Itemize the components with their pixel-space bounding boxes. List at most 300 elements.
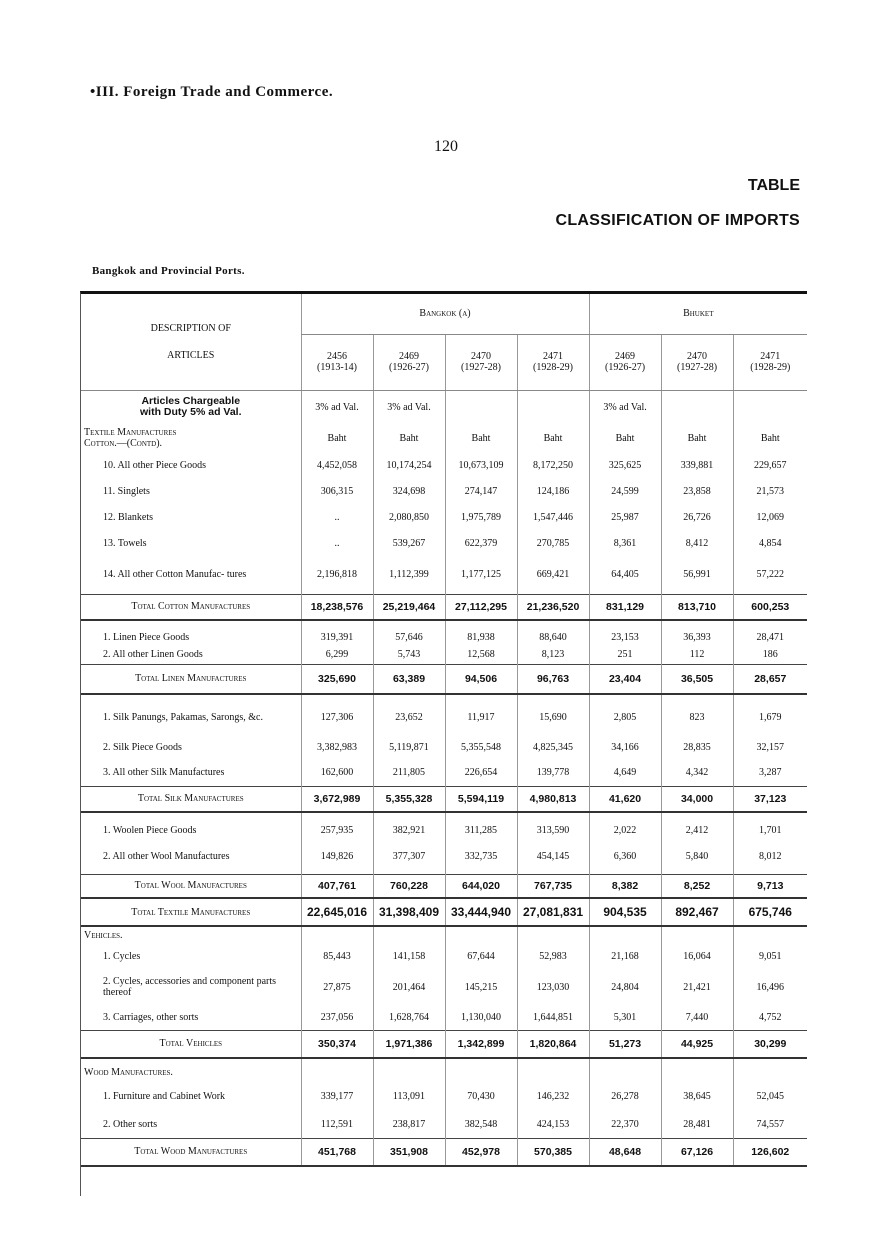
data-cell: 112,591 <box>301 1112 373 1138</box>
duty-rate-cell: 3% ad Val. <box>301 390 373 424</box>
total-label: Total Vehicles <box>81 1030 301 1058</box>
data-cell: 332,735 <box>445 840 517 874</box>
data-cell: 1,644,851 <box>517 1006 589 1030</box>
total-label: Total Wool Manufactures <box>81 874 301 898</box>
chargeable-line2: with Duty 5% ad Val. <box>139 406 242 419</box>
data-cell: 6,299 <box>301 646 373 664</box>
empty-cell <box>589 926 661 944</box>
data-cell: 57,646 <box>373 628 445 646</box>
chargeable-heading <box>81 390 301 424</box>
year-ce-label: (1913-14) <box>317 362 357 373</box>
total-row <box>81 664 807 694</box>
spacer-cell <box>81 812 301 820</box>
data-cell: 21,168 <box>589 944 661 968</box>
data-cell: 8,172,250 <box>517 452 589 478</box>
total-cell: 126,602 <box>733 1138 807 1166</box>
data-cell: 257,935 <box>301 820 373 840</box>
currency-unit: Baht <box>517 424 589 452</box>
total-cell: 407,761 <box>301 874 373 898</box>
total-cell: 813,710 <box>661 594 733 620</box>
data-cell: 4,752 <box>733 1006 807 1030</box>
table-row <box>81 760 807 786</box>
data-cell: 23,858 <box>661 478 733 504</box>
section-heading-row <box>81 1064 807 1080</box>
data-cell: 1,130,040 <box>445 1006 517 1030</box>
row-label: 2. All other Linen Goods <box>103 649 203 661</box>
currency-unit: Baht <box>445 424 517 452</box>
table-row <box>81 820 807 840</box>
cotton-heading-label: Cotton.—(Contd). <box>84 438 163 449</box>
data-cell: 74,557 <box>733 1112 807 1138</box>
year-ce-label: (1926-27) <box>605 362 646 373</box>
data-cell: .. <box>301 504 373 530</box>
total-cell: 67,126 <box>661 1138 733 1166</box>
empty-cell <box>445 926 517 944</box>
table-row <box>81 478 807 504</box>
table-row <box>81 530 807 556</box>
data-cell: 139,778 <box>517 760 589 786</box>
data-cell: 21,421 <box>661 968 733 1006</box>
data-cell: 3,382,983 <box>301 734 373 760</box>
total-cell: 760,228 <box>373 874 445 898</box>
data-cell: 10,174,254 <box>373 452 445 478</box>
duty-rate-cell <box>661 390 733 424</box>
year-header <box>373 334 445 390</box>
empty-cell <box>373 1064 445 1080</box>
total-cell: 1,820,864 <box>517 1030 589 1058</box>
year-header <box>301 334 373 390</box>
data-cell: 424,153 <box>517 1112 589 1138</box>
data-cell: 8,361 <box>589 530 661 556</box>
row-label: 2. Other sorts <box>103 1119 158 1131</box>
data-cell: 1,112,399 <box>373 556 445 594</box>
data-cell: 4,649 <box>589 760 661 786</box>
total-cell: 34,000 <box>661 786 733 812</box>
bhuket-group-header: Bhuket <box>589 294 807 334</box>
data-cell: 16,496 <box>733 968 807 1006</box>
total-row <box>81 1030 807 1058</box>
total-cell: 41,620 <box>589 786 661 812</box>
data-cell: 52,045 <box>733 1080 807 1112</box>
year-header <box>661 334 733 390</box>
table-body <box>81 294 807 1166</box>
data-cell: 251 <box>589 646 661 664</box>
table-row <box>81 968 807 1006</box>
total-row <box>81 594 807 620</box>
page-number: 120 <box>434 138 458 155</box>
empty-cell <box>589 1064 661 1080</box>
year-ce-label: (1928-29) <box>750 362 791 373</box>
data-cell: 127,306 <box>301 700 373 734</box>
data-cell: 5,355,548 <box>445 734 517 760</box>
empty-cell <box>301 812 373 820</box>
data-cell: 229,657 <box>733 452 807 478</box>
total-cell: 36,505 <box>661 664 733 694</box>
row-label: 13. Towels <box>103 537 147 549</box>
data-cell: 238,817 <box>373 1112 445 1138</box>
total-cell: 23,404 <box>589 664 661 694</box>
empty-cell <box>661 926 733 944</box>
currency-unit: Baht <box>661 424 733 452</box>
data-cell: 88,640 <box>517 628 589 646</box>
chargeable-row <box>81 390 807 424</box>
data-cell: 25,987 <box>589 504 661 530</box>
data-cell: 339,881 <box>661 452 733 478</box>
table-row <box>81 1112 807 1138</box>
currency-unit: Baht <box>373 424 445 452</box>
vehicles-heading: Vehicles. <box>84 930 123 941</box>
duty-rate-cell <box>733 390 807 424</box>
data-cell: 669,421 <box>517 556 589 594</box>
data-cell: 377,307 <box>373 840 445 874</box>
wood-heading: Wood Manufactures. <box>84 1066 173 1078</box>
data-cell: 319,391 <box>301 628 373 646</box>
data-cell: 56,991 <box>661 556 733 594</box>
data-cell: 15,690 <box>517 700 589 734</box>
year-header <box>517 334 589 390</box>
total-cell: 1,971,386 <box>373 1030 445 1058</box>
year-label: 2456 <box>327 351 347 362</box>
row-label: 1. Silk Panungs, Pakamas, Sarongs, &c. <box>103 711 263 723</box>
description-header-line2: ARTICLES <box>167 349 215 361</box>
total-cell: 600,253 <box>733 594 807 620</box>
row-label: 2. All other Wool Manufactures <box>103 851 230 863</box>
imports-grid <box>81 294 807 1167</box>
data-cell: 325,625 <box>589 452 661 478</box>
ports-subtitle: Bangkok and Provincial Ports. <box>92 265 245 277</box>
total-label: Total Silk Manufactures <box>81 786 301 812</box>
year-label: 2470 <box>471 351 491 362</box>
unit-row <box>81 424 807 452</box>
data-cell: 57,222 <box>733 556 807 594</box>
empty-cell <box>517 926 589 944</box>
data-cell: 1,547,446 <box>517 504 589 530</box>
data-cell: 1,975,789 <box>445 504 517 530</box>
table-row <box>81 628 807 646</box>
year-ce-label: (1926-27) <box>389 362 429 373</box>
data-cell: 382,921 <box>373 820 445 840</box>
classification-title: CLASSIFICATION OF IMPORTS <box>555 212 800 229</box>
table-row <box>81 452 807 478</box>
bangkok-group-header: Bangkok (a) <box>301 294 589 334</box>
data-cell: 2,196,818 <box>301 556 373 594</box>
total-label: Total Wood Manufactures <box>81 1138 301 1166</box>
total-cell: 3,672,989 <box>301 786 373 812</box>
year-label: 2469 <box>615 351 636 362</box>
total-cell: 831,129 <box>589 594 661 620</box>
empty-cell <box>733 1064 807 1080</box>
data-cell: 124,186 <box>517 478 589 504</box>
empty-cell <box>373 926 445 944</box>
total-cell: 767,735 <box>517 874 589 898</box>
description-header-line1: DESCRIPTION OF <box>150 322 231 334</box>
total-row <box>81 874 807 898</box>
table-label: TABLE <box>747 177 800 194</box>
table-row <box>81 504 807 530</box>
data-cell: 12,568 <box>445 646 517 664</box>
total-cell: 644,020 <box>445 874 517 898</box>
data-cell: 28,481 <box>661 1112 733 1138</box>
empty-cell <box>517 812 589 820</box>
data-cell: 274,147 <box>445 478 517 504</box>
table-row <box>81 700 807 734</box>
row-label: 10. All other Piece Goods <box>103 459 207 471</box>
textile-heading <box>81 424 301 452</box>
data-cell: 382,548 <box>445 1112 517 1138</box>
data-cell: 313,590 <box>517 820 589 840</box>
total-cell: 351,908 <box>373 1138 445 1166</box>
data-cell: 4,854 <box>733 530 807 556</box>
data-cell: 211,805 <box>373 760 445 786</box>
data-cell: 112 <box>661 646 733 664</box>
total-cell: 892,467 <box>661 898 733 926</box>
empty-cell <box>445 812 517 820</box>
data-cell: 823 <box>661 700 733 734</box>
data-cell: 24,599 <box>589 478 661 504</box>
total-cell: 325,690 <box>301 664 373 694</box>
year-ce-label: (1927-28) <box>677 362 718 373</box>
data-cell: 9,051 <box>733 944 807 968</box>
empty-cell <box>589 812 661 820</box>
empty-cell <box>517 620 589 628</box>
data-cell: 339,177 <box>301 1080 373 1112</box>
data-cell: 7,440 <box>661 1006 733 1030</box>
data-cell: 2,022 <box>589 820 661 840</box>
data-cell: 8,412 <box>661 530 733 556</box>
data-cell: 26,726 <box>661 504 733 530</box>
empty-cell <box>373 620 445 628</box>
total-cell: 94,506 <box>445 664 517 694</box>
duty-rate-cell <box>445 390 517 424</box>
data-cell: 64,405 <box>589 556 661 594</box>
row-label: 14. All other Cotton Manufac- tures <box>103 569 247 581</box>
total-cell: 8,382 <box>589 874 661 898</box>
data-cell: 1,628,764 <box>373 1006 445 1030</box>
row-label: 1. Linen Piece Goods <box>103 631 190 643</box>
total-cell: 9,713 <box>733 874 807 898</box>
table-row <box>81 646 807 664</box>
empty-cell <box>445 1064 517 1080</box>
empty-cell <box>733 812 807 820</box>
total-cell: 22,645,016 <box>301 898 373 926</box>
row-label: 2. Silk Piece Goods <box>103 741 182 753</box>
total-label: Total Textile Manufactures <box>81 898 301 926</box>
empty-cell <box>661 812 733 820</box>
total-cell: 21,236,520 <box>517 594 589 620</box>
data-cell: 123,030 <box>517 968 589 1006</box>
empty-cell <box>445 620 517 628</box>
table-row <box>81 1080 807 1112</box>
total-cell: 904,535 <box>589 898 661 926</box>
data-cell: 81,938 <box>445 628 517 646</box>
data-cell: 70,430 <box>445 1080 517 1112</box>
total-cell: 33,444,940 <box>445 898 517 926</box>
empty-cell <box>301 1064 373 1080</box>
total-cell: 675,746 <box>733 898 807 926</box>
empty-cell <box>661 620 733 628</box>
data-cell: 306,315 <box>301 478 373 504</box>
data-cell: 1,701 <box>733 820 807 840</box>
data-cell: 4,825,345 <box>517 734 589 760</box>
data-cell: 5,119,871 <box>373 734 445 760</box>
total-row <box>81 1138 807 1166</box>
row-label: 1. Woolen Piece Goods <box>103 824 197 836</box>
currency-unit: Baht <box>301 424 373 452</box>
data-cell: 52,983 <box>517 944 589 968</box>
total-cell: 451,768 <box>301 1138 373 1166</box>
total-cell: 570,385 <box>517 1138 589 1166</box>
data-cell: 27,875 <box>301 968 373 1006</box>
data-cell: 28,835 <box>661 734 733 760</box>
data-cell: 11,917 <box>445 700 517 734</box>
total-cell: 30,299 <box>733 1030 807 1058</box>
total-cell: 44,925 <box>661 1030 733 1058</box>
data-cell: 67,644 <box>445 944 517 968</box>
data-cell: 36,393 <box>661 628 733 646</box>
data-cell: 85,443 <box>301 944 373 968</box>
total-label: Total Linen Manufactures <box>81 664 301 694</box>
description-header <box>81 294 301 390</box>
data-cell: 622,379 <box>445 530 517 556</box>
data-cell: 8,123 <box>517 646 589 664</box>
duty-rate-cell: 3% ad Val. <box>373 390 445 424</box>
chargeable-line1: Articles Chargeable <box>141 395 241 408</box>
data-cell: 4,452,058 <box>301 452 373 478</box>
data-cell: 32,157 <box>733 734 807 760</box>
total-label: Total Cotton Manufactures <box>81 594 301 620</box>
currency-unit: Baht <box>733 424 807 452</box>
table-row <box>81 840 807 874</box>
year-ce-label: (1928-29) <box>533 362 574 373</box>
duty-rate-cell: 3% ad Val. <box>589 390 661 424</box>
data-cell: 324,698 <box>373 478 445 504</box>
data-cell: 4,342 <box>661 760 733 786</box>
data-cell: 12,069 <box>733 504 807 530</box>
total-cell: 25,219,464 <box>373 594 445 620</box>
row-label: 11. Singlets <box>103 485 150 497</box>
row-label: 3. All other Silk Manufactures <box>103 767 225 779</box>
data-cell: 113,091 <box>373 1080 445 1112</box>
data-cell: 5,743 <box>373 646 445 664</box>
data-cell: 26,278 <box>589 1080 661 1112</box>
data-cell: 23,153 <box>589 628 661 646</box>
empty-cell <box>733 926 807 944</box>
total-cell: 8,252 <box>661 874 733 898</box>
year-header <box>445 334 517 390</box>
data-cell: 38,645 <box>661 1080 733 1112</box>
total-cell: 28,657 <box>733 664 807 694</box>
data-cell: 311,285 <box>445 820 517 840</box>
spacer-row <box>81 620 807 628</box>
data-cell: 201,464 <box>373 968 445 1006</box>
data-cell: 5,840 <box>661 840 733 874</box>
table-row <box>81 734 807 760</box>
total-cell: 1,342,899 <box>445 1030 517 1058</box>
textile-heading-label: Textile Manufactures <box>84 427 177 438</box>
data-cell: 270,785 <box>517 530 589 556</box>
data-cell: 141,158 <box>373 944 445 968</box>
table-row <box>81 556 807 594</box>
data-cell: 10,673,109 <box>445 452 517 478</box>
data-cell: 2,412 <box>661 820 733 840</box>
year-ce-label: (1927-28) <box>461 362 501 373</box>
grand-total-row <box>81 898 807 926</box>
data-cell: 21,573 <box>733 478 807 504</box>
empty-cell <box>301 620 373 628</box>
data-cell: .. <box>301 530 373 556</box>
imports-table <box>80 291 807 1196</box>
data-cell: 162,600 <box>301 760 373 786</box>
data-cell: 146,232 <box>517 1080 589 1112</box>
section-heading-row <box>81 926 807 944</box>
data-cell: 1,679 <box>733 700 807 734</box>
total-cell: 31,398,409 <box>373 898 445 926</box>
total-cell: 27,112,295 <box>445 594 517 620</box>
data-cell: 454,145 <box>517 840 589 874</box>
year-label: 2471 <box>760 351 781 362</box>
duty-rate-cell <box>517 390 589 424</box>
total-cell: 5,594,119 <box>445 786 517 812</box>
data-cell: 23,652 <box>373 700 445 734</box>
data-cell: 149,826 <box>301 840 373 874</box>
total-cell: 96,763 <box>517 664 589 694</box>
row-label: 3. Carriages, other sorts <box>103 1012 199 1024</box>
data-cell: 3,287 <box>733 760 807 786</box>
total-cell: 18,238,576 <box>301 594 373 620</box>
empty-cell <box>301 926 373 944</box>
empty-cell <box>733 620 807 628</box>
currency-unit: Baht <box>589 424 661 452</box>
total-cell: 350,374 <box>301 1030 373 1058</box>
total-cell: 452,978 <box>445 1138 517 1166</box>
row-label: 12. Blankets <box>103 511 153 523</box>
total-cell: 27,081,831 <box>517 898 589 926</box>
empty-cell <box>661 1064 733 1080</box>
section-heading: •III. Foreign Trade and Commerce. <box>90 84 334 100</box>
empty-cell <box>517 1064 589 1080</box>
spacer-row <box>81 812 807 820</box>
data-cell: 6,360 <box>589 840 661 874</box>
total-cell: 51,273 <box>589 1030 661 1058</box>
data-cell: 1,177,125 <box>445 556 517 594</box>
data-cell: 28,471 <box>733 628 807 646</box>
table-row <box>81 1006 807 1030</box>
total-cell: 4,980,813 <box>517 786 589 812</box>
data-cell: 2,080,850 <box>373 504 445 530</box>
data-cell: 8,012 <box>733 840 807 874</box>
data-cell: 22,370 <box>589 1112 661 1138</box>
data-cell: 539,267 <box>373 530 445 556</box>
empty-cell <box>589 620 661 628</box>
year-label: 2471 <box>543 351 564 362</box>
total-cell: 5,355,328 <box>373 786 445 812</box>
spacer-cell <box>81 620 301 628</box>
year-header <box>589 334 661 390</box>
total-row <box>81 786 807 812</box>
data-cell: 237,056 <box>301 1006 373 1030</box>
empty-cell <box>373 812 445 820</box>
row-label: 2. Cycles, accessories and component parts thereof <box>103 976 277 998</box>
row-label: 1. Cycles <box>103 950 141 962</box>
total-cell: 37,123 <box>733 786 807 812</box>
total-cell: 48,648 <box>589 1138 661 1166</box>
row-label: 1. Furniture and Cabinet Work <box>103 1090 226 1102</box>
data-cell: 145,215 <box>445 968 517 1006</box>
table-row <box>81 944 807 968</box>
year-label: 2470 <box>687 351 708 362</box>
total-cell: 63,389 <box>373 664 445 694</box>
data-cell: 186 <box>733 646 807 664</box>
